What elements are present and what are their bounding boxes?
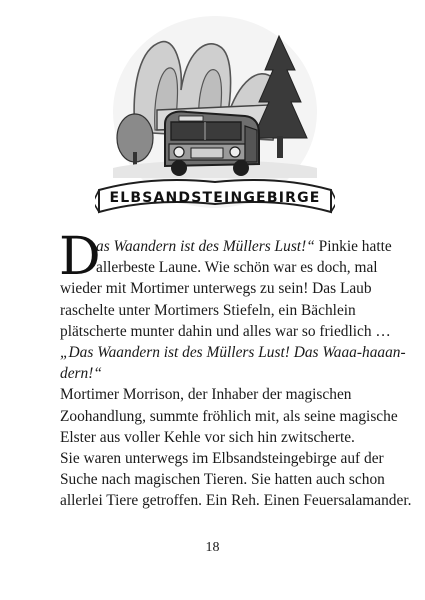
text-line: raschelte unter Mortimers Stiefeln, ein Bächlein [60,301,356,319]
paragraph-3 [60,448,412,512]
text-line: allerbeste Laune. Wie schön war es doch, mal [96,259,378,277]
text-line: Elster aus voller Kehle vor sich hin zwitscherte. [60,428,355,446]
banner-label: ELBSANDSTEINGEBIRGE [109,190,321,206]
text-line: Suche nach magischen Tieren. Sie hatten auch schon [60,471,385,489]
text-line: Mortimer Morrison, der Inhaber der magischen [60,386,352,404]
text-line: „Das Waandern ist des Müllers Lust! Das Waaa-haaan- [60,344,406,362]
text-line: wieder mit Mortimer unterwegs zu sein! Das Laub [60,280,372,298]
text-line: Zoohandlung, summte fröhlich mit, als seine magische [60,407,398,425]
text-line: Sie waren unterwegs im Elbsandsteingebirge auf der [60,450,384,468]
chapter-illustration [95,12,335,224]
text-line: plätscherte munter dahin und alles war so friedlich … [60,322,391,340]
text-line: dern!“ [60,365,102,383]
text-line [60,236,400,257]
text-fragment: Pinkie hatte [314,238,392,255]
paragraph-1 [59,227,406,384]
page-number: 18 [205,540,220,555]
quoted-song: as Waandern ist des Müllers Lust!“ [96,238,315,255]
drop-cap: D [59,227,101,287]
paragraph-2 [60,384,400,448]
chapter-text [59,227,412,512]
text-line: allerlei Tiere getroffen. Ein Reh. Einen Feuersalamander. [60,492,412,510]
